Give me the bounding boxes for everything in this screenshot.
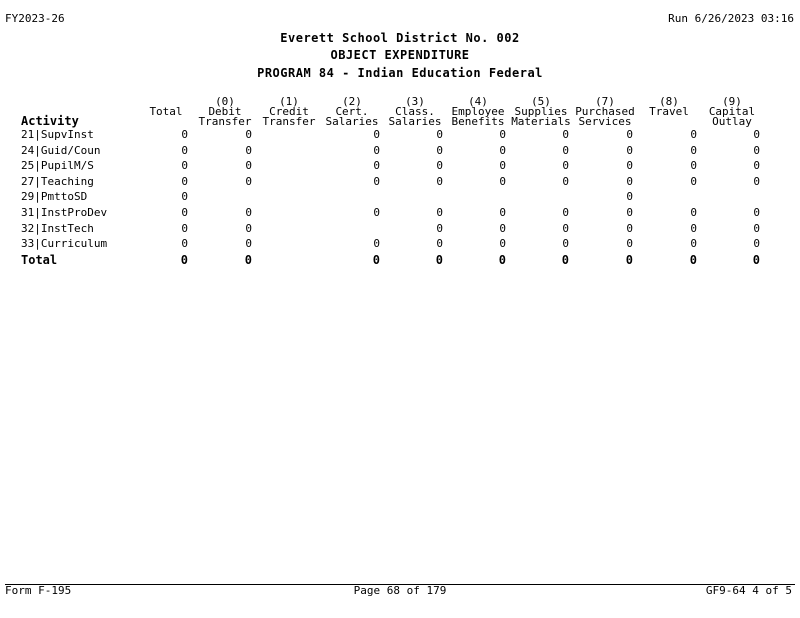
column-header-line: Outlay <box>712 117 752 127</box>
table-cell: 0 <box>245 174 252 188</box>
fiscal-year-label: FY2023-26 <box>5 12 65 25</box>
table-cell: 0 <box>562 159 569 173</box>
report-title: OBJECT EXPENDITURE <box>330 48 470 62</box>
table-cell: 0 <box>753 159 760 173</box>
column-header-line: Services <box>578 117 632 127</box>
column-header <box>383 97 447 127</box>
page-number: Page 68 of 179 <box>353 584 447 597</box>
table-cell: 0 <box>245 159 252 173</box>
table-cell: 0 <box>181 159 188 173</box>
table-cell: 0 <box>499 128 506 141</box>
column-header-line: Class. <box>395 107 435 117</box>
table-cell: 0 <box>690 143 697 157</box>
column-header-line: (4) <box>468 97 488 107</box>
table-cell: 0 <box>753 206 760 219</box>
column-header-line: Purchased <box>575 107 635 117</box>
column-header <box>446 97 510 127</box>
column-header-line: Transfer <box>198 117 252 127</box>
table-cell: 0 <box>753 221 760 235</box>
table-cell: 0 <box>690 174 697 188</box>
program-title: PROGRAM 84 - Indian Education Federal <box>257 66 543 80</box>
table-cell: 0 <box>436 128 443 141</box>
table-cell: 0 <box>626 221 633 235</box>
table-cell: 0 <box>373 174 380 188</box>
table-cell: 0 <box>562 221 569 235</box>
table-row <box>0 237 800 252</box>
table-cell: 0 <box>245 128 252 141</box>
column-header-line: (0) <box>215 97 235 107</box>
total-row <box>0 253 800 268</box>
table-cell: 0 <box>373 128 380 141</box>
table-cell: 0 <box>436 174 443 188</box>
table-cell: 0 <box>180 252 188 267</box>
table-cell: 0 <box>373 159 380 173</box>
table-cell: 0 <box>245 206 252 219</box>
table-cell: 0 <box>436 237 443 251</box>
table-cell: 0 <box>562 237 569 251</box>
table-cell: 0 <box>499 174 506 188</box>
row-label: 21|SupvInst <box>21 128 94 141</box>
table-row <box>0 222 800 237</box>
column-header <box>637 97 701 117</box>
column-header-line: (5) <box>531 97 551 107</box>
column-header <box>134 97 198 117</box>
table-cell: 0 <box>626 128 633 141</box>
table-cell: 0 <box>181 206 188 219</box>
column-header-line: Benefits <box>451 117 505 127</box>
column-header-line: (8) <box>659 97 679 107</box>
table-cell: 0 <box>181 174 188 188</box>
row-label: 27|Teaching <box>21 174 94 188</box>
column-header-line: (1) <box>279 97 299 107</box>
column-header <box>320 97 384 127</box>
table-cell: 0 <box>753 237 760 251</box>
column-header-line: Credit <box>269 107 309 117</box>
table-cell: 0 <box>435 252 443 267</box>
table-cell: 0 <box>690 237 697 251</box>
table-cell: 0 <box>373 206 380 219</box>
table-cell: 0 <box>436 221 443 235</box>
column-header-line: Travel <box>649 107 689 117</box>
table-cell: 0 <box>562 143 569 157</box>
column-header-line: Total <box>149 107 183 117</box>
table-cell: 0 <box>499 237 506 251</box>
table-cell: 0 <box>499 221 506 235</box>
column-header <box>509 97 573 127</box>
row-label: 32|InstTech <box>21 221 94 235</box>
table-cell: 0 <box>499 206 506 219</box>
table-cell: 0 <box>181 221 188 235</box>
table-cell: 0 <box>561 252 569 267</box>
table-cell: 0 <box>436 159 443 173</box>
table-cell: 0 <box>498 252 506 267</box>
column-header-line: Salaries <box>388 117 442 127</box>
table-cell: 0 <box>562 128 569 141</box>
column-header-line: Salaries <box>325 117 379 127</box>
column-header-line: (7) <box>595 97 615 107</box>
form-code: GF9-64 4 of 5 <box>705 584 792 597</box>
row-label: 24|Guid/Coun <box>21 143 101 157</box>
column-header-line: Debit <box>208 107 242 117</box>
table-cell: 0 <box>499 143 506 157</box>
table-row <box>0 159 800 174</box>
table-cell: 0 <box>562 206 569 219</box>
table-cell: 0 <box>373 237 380 251</box>
table-row <box>0 206 800 221</box>
run-timestamp: Run 6/26/2023 03:16 <box>668 12 794 25</box>
row-label: 25|PupilM/S <box>21 159 94 173</box>
table-cell: 0 <box>690 128 697 141</box>
table-cell: 0 <box>752 252 760 267</box>
table-row <box>0 175 800 190</box>
table-cell: 0 <box>562 174 569 188</box>
table-cell: 0 <box>372 252 380 267</box>
table-cell: 0 <box>181 237 188 251</box>
table-cell: 0 <box>244 252 252 267</box>
table-cell: 0 <box>690 221 697 235</box>
table-cell: 0 <box>690 159 697 173</box>
column-header-line <box>134 97 198 107</box>
table-cell: 0 <box>245 237 252 251</box>
table-cell: 0 <box>626 190 633 204</box>
table-row <box>0 144 800 159</box>
table-cell: 0 <box>625 252 633 267</box>
table-cell: 0 <box>499 159 506 173</box>
row-label: 29|PmttoSD <box>21 190 88 204</box>
column-header-line: Cert. <box>335 107 369 117</box>
row-label: 33|Curriculum <box>21 237 108 251</box>
table-cell: 0 <box>753 143 760 157</box>
column-header <box>193 97 257 127</box>
table-cell: 0 <box>436 206 443 219</box>
table-cell: 0 <box>689 252 697 267</box>
column-header-line: (9) <box>722 97 742 107</box>
table-cell: 0 <box>626 237 633 251</box>
table-cell: 0 <box>753 174 760 188</box>
table-cell: 0 <box>245 221 252 235</box>
column-header <box>700 97 764 127</box>
table-row <box>0 128 800 143</box>
column-header-line: (3) <box>405 97 425 107</box>
column-header-line: Transfer <box>262 117 316 127</box>
activity-column-header: Activity <box>21 114 79 128</box>
column-header <box>573 97 637 127</box>
column-header-line: (2) <box>342 97 362 107</box>
column-header-line: Supplies <box>514 107 568 117</box>
row-label: 31|InstProDev <box>21 206 108 219</box>
column-header-line: Capital <box>708 107 756 117</box>
column-header <box>257 97 321 127</box>
table-cell: 0 <box>181 128 188 141</box>
table-cell: 0 <box>181 190 188 204</box>
column-header-line: Employee <box>451 107 505 117</box>
form-number: Form F-195 <box>5 584 72 597</box>
table-cell: 0 <box>626 159 633 173</box>
table-cell: 0 <box>436 143 443 157</box>
table-cell: 0 <box>626 174 633 188</box>
column-header-line: Materials <box>511 117 571 127</box>
table-cell: 0 <box>690 206 697 219</box>
row-label: Total <box>21 252 58 267</box>
table-cell: 0 <box>373 143 380 157</box>
table-cell: 0 <box>753 128 760 141</box>
table-row <box>0 190 800 205</box>
table-cell: 0 <box>626 143 633 157</box>
district-title: Everett School District No. 002 <box>280 31 520 45</box>
table-cell: 0 <box>181 143 188 157</box>
table-cell: 0 <box>245 143 252 157</box>
table-cell: 0 <box>626 206 633 219</box>
